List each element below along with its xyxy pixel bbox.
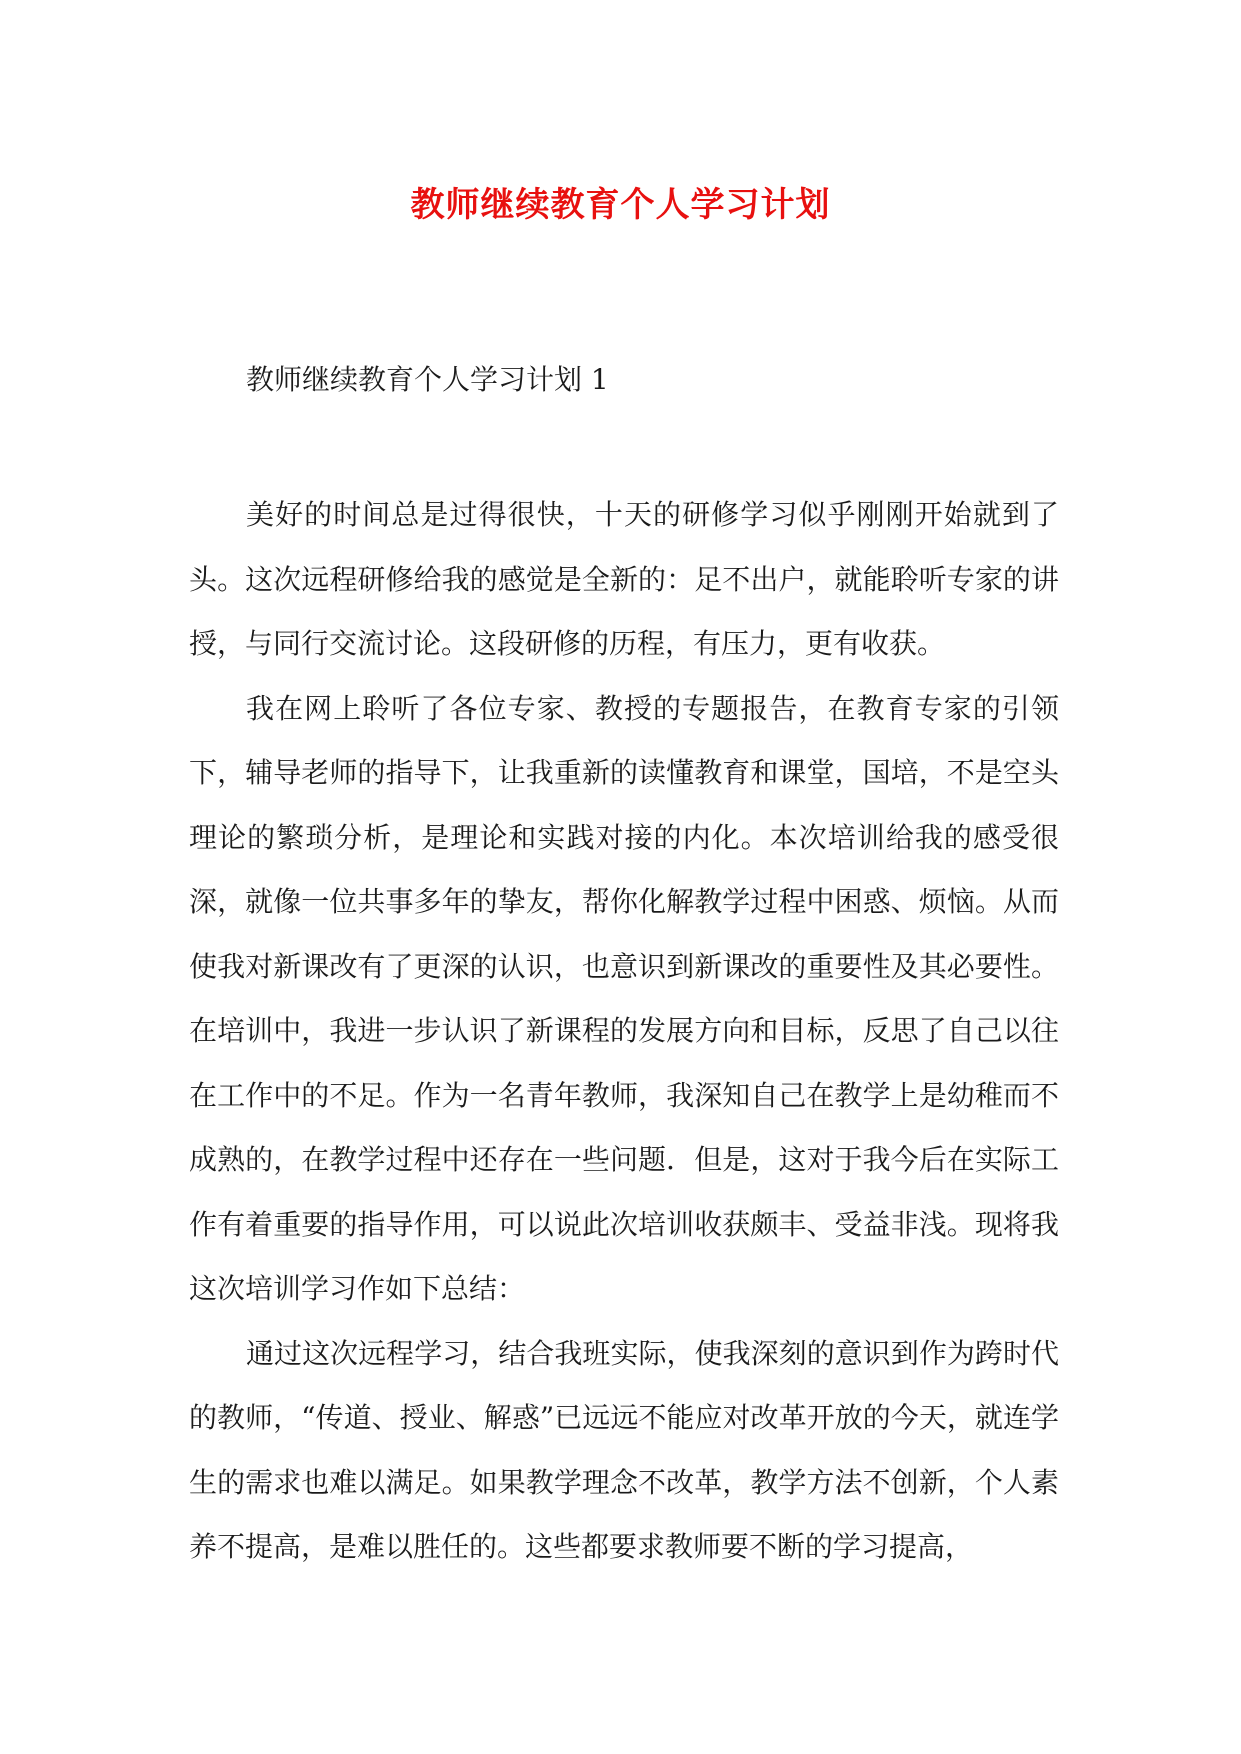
paragraph-2: 我在网上聆听了各位专家、教授的专题报告，在教育专家的引领下，辅导老师的指导下，让我重新的读懂教育和课堂，国培，不是空头理论的繁琐分析，是理论和实践对接的内化。本次培训给我的感受很深，就像一位共事多年的挚友，帮你化解教学过程中困惑、烦恼。从而使我对新课改有了更深的认识，也意识到新课改的重要性及其必要性。在培训中，我进一步认识了新课程的发展方向和目标，反思了自己以往在工作中的不足。作为一名青年教师，我深知自己在教学上是幼稚而不成熟的，在教学过程中还存在一些问题．但是，这对于我今后在实际工作有着重要的指导作用，可以说此次培训收获颇丰、受益非浅。现将我这次培训学习作如下总结： — [189, 691, 1059, 1305]
document-title: 教师继续教育个人学习计划 — [410, 184, 831, 225]
paragraph-3: 通过这次远程学习，结合我班实际，使我深刻的意识到作为跨时代的教师，“传道、授业、解惑”已远远不能应对改革开放的今天，就连学生的需求也难以满足。如果教学理念不改革，教学方法不创新，个人素养不提高，是难以胜任的。这些都要求教师要不断的学习提高， — [189, 1336, 1059, 1563]
body-text — [189, 483, 1059, 1580]
section-heading: 教师继续教育个人学习计划 1 — [246, 363, 609, 396]
paragraph-1: 美好的时间总是过得很快，十天的研修学习似乎刚刚开始就到了头。这次远程研修给我的感觉是全新的：足不出户，就能聆听专家的讲授，与同行交流讨论。这段研修的历程，有压力，更有收获。 — [189, 498, 1059, 660]
